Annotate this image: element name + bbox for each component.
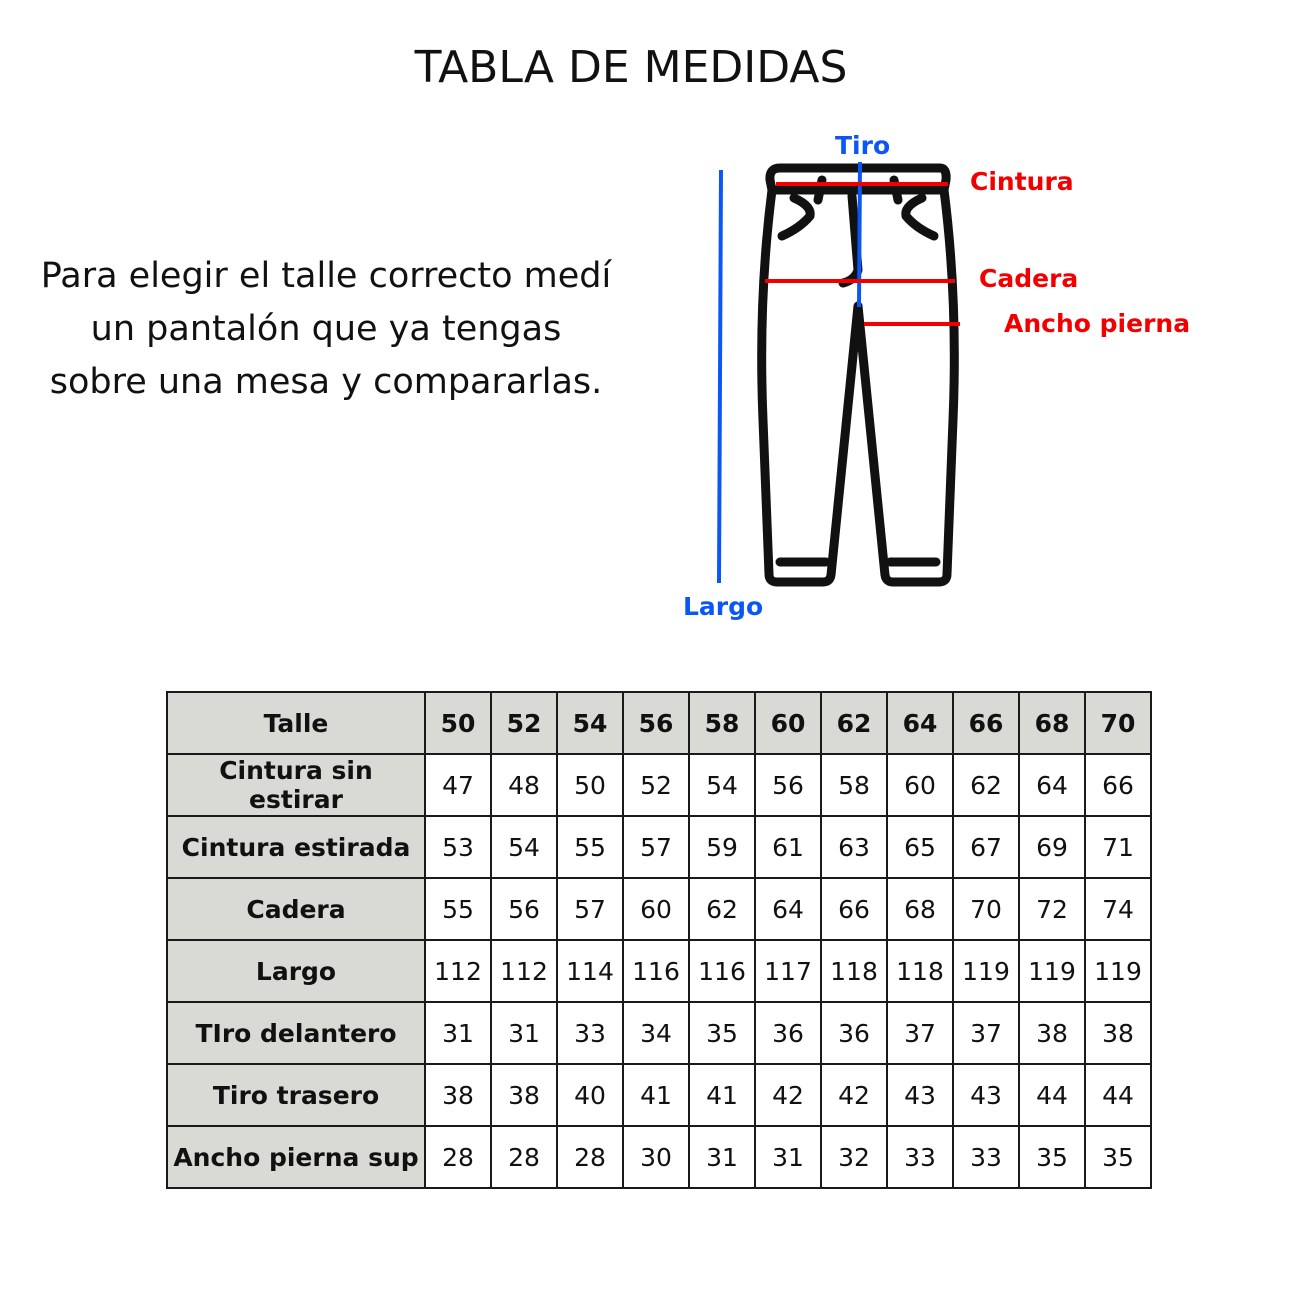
value-cell: 62 [689, 878, 755, 940]
value-cell: 41 [689, 1064, 755, 1126]
value-cell: 33 [557, 1002, 623, 1064]
size-header-cell: 64 [887, 692, 953, 754]
value-cell: 74 [1085, 878, 1151, 940]
table-row [167, 878, 1151, 940]
value-cell: 41 [623, 1064, 689, 1126]
cintura-label: Cintura [970, 167, 1074, 196]
row-label-cell: Cadera [167, 878, 425, 940]
value-cell: 56 [491, 878, 557, 940]
tiro-label: Tiro [835, 131, 891, 160]
size-header-cell: 54 [557, 692, 623, 754]
value-cell: 53 [425, 816, 491, 878]
row-label-cell: Cintura estirada [167, 816, 425, 878]
value-cell: 36 [755, 1002, 821, 1064]
value-cell: 56 [755, 754, 821, 816]
page-title: TABLA DE MEDIDAS [414, 42, 848, 93]
value-cell: 42 [821, 1064, 887, 1126]
value-cell: 116 [623, 940, 689, 1002]
instructions-line: Para elegir el talle correcto medí [40, 256, 612, 296]
value-cell: 38 [1085, 1002, 1151, 1064]
value-cell: 60 [887, 754, 953, 816]
value-cell: 57 [557, 878, 623, 940]
value-cell: 55 [557, 816, 623, 878]
value-cell: 34 [623, 1002, 689, 1064]
value-cell: 33 [887, 1126, 953, 1188]
value-cell: 37 [887, 1002, 953, 1064]
value-cell: 28 [425, 1126, 491, 1188]
row-label-cell: Ancho pierna sup [167, 1126, 425, 1188]
value-cell: 66 [821, 878, 887, 940]
value-cell: 114 [557, 940, 623, 1002]
row-label-cell: Tiro trasero [167, 1064, 425, 1126]
ancho-pierna-label: Ancho pierna [1004, 309, 1191, 338]
value-cell: 28 [557, 1126, 623, 1188]
row-label-cell: Largo [167, 940, 425, 1002]
value-cell: 31 [491, 1002, 557, 1064]
table-header-row [167, 692, 1151, 754]
size-header-cell: 52 [491, 692, 557, 754]
value-cell: 71 [1085, 816, 1151, 878]
value-cell: 31 [425, 1002, 491, 1064]
size-header-cell: 50 [425, 692, 491, 754]
value-cell: 38 [491, 1064, 557, 1126]
table-row [167, 1064, 1151, 1126]
table-row [167, 754, 1151, 816]
largo-measure-line [719, 170, 721, 583]
size-table [166, 691, 1152, 1189]
size-header-cell: 58 [689, 692, 755, 754]
instructions-line: un pantalón que ya tengas [90, 309, 562, 349]
value-cell: 43 [887, 1064, 953, 1126]
value-cell: 112 [491, 940, 557, 1002]
value-cell: 69 [1019, 816, 1085, 878]
value-cell: 116 [689, 940, 755, 1002]
value-cell: 65 [887, 816, 953, 878]
value-cell: 38 [425, 1064, 491, 1126]
size-header-cell: 62 [821, 692, 887, 754]
value-cell: 54 [491, 816, 557, 878]
table-row [167, 816, 1151, 878]
value-cell: 57 [623, 816, 689, 878]
value-cell: 119 [1019, 940, 1085, 1002]
table-row [167, 940, 1151, 1002]
value-cell: 112 [425, 940, 491, 1002]
value-cell: 63 [821, 816, 887, 878]
value-cell: 48 [491, 754, 557, 816]
value-cell: 58 [821, 754, 887, 816]
value-cell: 42 [755, 1064, 821, 1126]
value-cell: 47 [425, 754, 491, 816]
value-cell: 118 [821, 940, 887, 1002]
value-cell: 70 [953, 878, 1019, 940]
size-header-cell: 68 [1019, 692, 1085, 754]
value-cell: 68 [887, 878, 953, 940]
value-cell: 54 [689, 754, 755, 816]
value-cell: 43 [953, 1064, 1019, 1126]
size-header-cell: 56 [623, 692, 689, 754]
value-cell: 60 [623, 878, 689, 940]
value-cell: 62 [953, 754, 1019, 816]
value-cell: 30 [623, 1126, 689, 1188]
value-cell: 50 [557, 754, 623, 816]
value-cell: 28 [491, 1126, 557, 1188]
value-cell: 32 [821, 1126, 887, 1188]
value-cell: 117 [755, 940, 821, 1002]
table-row [167, 1126, 1151, 1188]
value-cell: 61 [755, 816, 821, 878]
row-label-cell: TIro delantero [167, 1002, 425, 1064]
instructions-line: sobre una mesa y compararlas. [49, 362, 603, 402]
value-cell: 64 [1019, 754, 1085, 816]
value-cell: 72 [1019, 878, 1085, 940]
value-cell: 44 [1019, 1064, 1085, 1126]
value-cell: 35 [689, 1002, 755, 1064]
value-cell: 35 [1085, 1126, 1151, 1188]
value-cell: 59 [689, 816, 755, 878]
value-cell: 118 [887, 940, 953, 1002]
row-label-cell: Cintura sin estirar [167, 754, 425, 816]
value-cell: 44 [1085, 1064, 1151, 1126]
talle-header-cell: Talle [167, 692, 425, 754]
cadera-label: Cadera [979, 264, 1079, 293]
value-cell: 38 [1019, 1002, 1085, 1064]
value-cell: 40 [557, 1064, 623, 1126]
value-cell: 119 [953, 940, 1019, 1002]
value-cell: 119 [1085, 940, 1151, 1002]
value-cell: 31 [689, 1126, 755, 1188]
value-cell: 37 [953, 1002, 1019, 1064]
largo-label: Largo [683, 592, 764, 621]
value-cell: 52 [623, 754, 689, 816]
size-header-cell: 60 [755, 692, 821, 754]
value-cell: 67 [953, 816, 1019, 878]
value-cell: 55 [425, 878, 491, 940]
table-row [167, 1002, 1151, 1064]
value-cell: 66 [1085, 754, 1151, 816]
value-cell: 36 [821, 1002, 887, 1064]
value-cell: 35 [1019, 1126, 1085, 1188]
value-cell: 33 [953, 1126, 1019, 1188]
size-header-cell: 66 [953, 692, 1019, 754]
value-cell: 31 [755, 1126, 821, 1188]
size-header-cell: 70 [1085, 692, 1151, 754]
value-cell: 64 [755, 878, 821, 940]
